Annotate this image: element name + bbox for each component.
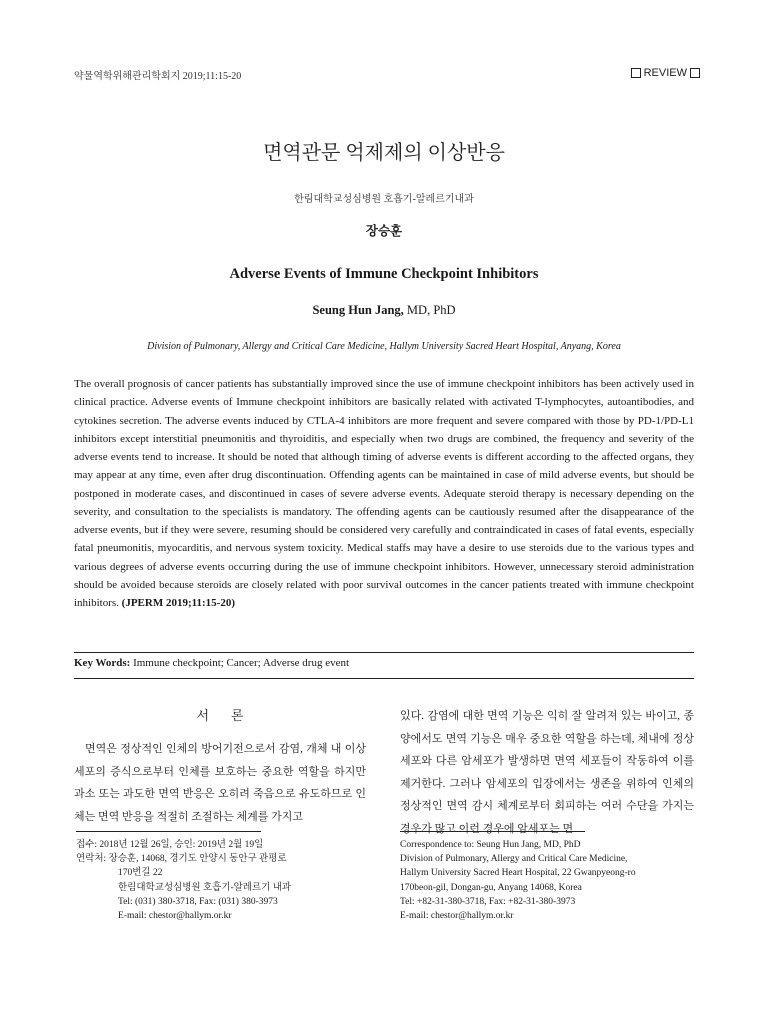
- correspondence-hospital: Hallym University Sacred Heart Hospital, 22 Gwanpyeong-ro: [400, 868, 636, 879]
- keywords: [74, 657, 349, 669]
- affiliation-english: Division of Pulmonary, Allergy and Critical Care Medicine, Hallym University Sacred Heart Hospital, Anyang, Korea: [147, 341, 621, 352]
- correspondence-phone: Tel: +82-31-380-3718, Fax: +82-31-380-3973: [400, 896, 576, 907]
- section-label: REVIEW: [643, 67, 687, 79]
- contact-address-cont: 170번길 22: [118, 868, 163, 879]
- correspondence: Correspondence to: Seung Hun Jang, MD, PhD: [400, 840, 581, 850]
- abstract-body: The overall prognosis of cancer patients has substantially improved since the use of immune checkpoint inhibitors has been actively used in clinical practice. Adverse events of Immune checkpoint inhibitors are basically related with activated T-lymphocytes, autoantibodies, and cytokines secretion. The adverse events induced by CTLA-4 inhibitors are more frequent and severe compared with those by PD-1/PD-L1 inhibitors except interstitial pneumonitis and thyroiditis, and especially when two drugs are combined, the frequency and severity of the adverse events tend to increase. It should be noted that although timing of adverse events is different according to the affected organs, they may appear at any time, even after drug discontinuation. Offending agents can be maintained in case of mild adverse events, but should be postponed in moderate cases, and discontinued in cases of severe adverse events. Adequate steroid therapy is necessary depending on the severity, and consultation to the specialists is mandatory. The offending agents can be cautiously resumed after the disappearance of the adverse events, but if they were severe, resuming should be considered very carefully and contraindicated in cases of fatal events, especially fatal pneumonitis, myocarditis, and nervous system toxicity. Medical staffs may have a desire to use steroids due to the various types and various degrees of adverse events occurring during the use of immune checkpoint inhibitors. However, unnecessary steroid administration should be avoided because steroids are closely related with poor survival outcomes in the cancer patients treated with immune checkpoint inhibitors.: [74, 378, 694, 609]
- keywords-label: Key Words:: [74, 657, 131, 669]
- correspondence-email: E-mail: chestor@hallym.or.kr: [400, 911, 514, 922]
- article-title-english: Adverse Events of Immune Checkpoint Inhibitors: [229, 266, 539, 282]
- footnote-divider-left: [76, 831, 261, 832]
- divider-bottom: [74, 678, 694, 679]
- correspondence-address: 170beon-gil, Dongan-gu, Anyang 14068, Korea: [400, 882, 582, 893]
- contact-phone: Tel: (031) 380-3718, Fax: (031) 380-3973: [118, 896, 278, 907]
- section-heading-introduction: 서론: [196, 708, 266, 723]
- author-name: Seung Hun Jang,: [312, 303, 404, 317]
- contact-email: E-mail: chestor@hallym.or.kr: [118, 911, 232, 922]
- article-title-korean: 면역관문 억제제의 이상반응: [263, 142, 505, 164]
- author-english: [0, 303, 768, 318]
- article-type-label: [631, 67, 700, 79]
- received-dates: 접수: 2018년 12월 26일, 승인: 2019년 2월 19일: [76, 840, 264, 850]
- footnote-english: [400, 838, 696, 923]
- contact-address: 연락처: 장승훈, 14068, 경기도 안양시 동안구 관평로: [76, 854, 287, 865]
- author-degrees: MD, PhD: [403, 303, 456, 317]
- correspondence-division: Division of Pulmonary, Allergy and Critical Care Medicine,: [400, 854, 628, 865]
- abstract: [74, 375, 694, 612]
- keywords-text: Immune checkpoint; Cancer; Adverse drug event: [130, 657, 350, 669]
- contact-department: 한림대학교성심병원 호흡기-알레르기 내과: [118, 882, 292, 893]
- affiliation-korean: 한림대학교성심병원 호흡기-알레르기내과: [294, 194, 474, 205]
- author-korean: 장승훈: [365, 224, 403, 238]
- body-text-right-column: 있다. 감염에 대한 면역 기능은 익히 잘 알려져 있는 바이고, 종양에서도 면역 기능은 매우 중요한 역할을 하는데, 체내에 정상 세포와 다른 암세포가 발생하면 면역 세포들이 작동하여 이를 제거한다. 그러나 암세포의 입장에서는 생존을 위하여 인체의 정상적인 면역 감시 체계로부터 회피하는 여러 수단을 가지는 경우가 많고 이런 경우에 암세포는 면: [400, 710, 694, 835]
- abstract-citation: (JPERM 2019;11:15-20): [121, 597, 236, 609]
- box-icon: [690, 68, 700, 78]
- footnote-korean: [76, 838, 376, 923]
- journal-reference: 약물역학위해관리학회지 2019;11:15-20: [74, 71, 242, 82]
- box-icon: [631, 68, 641, 78]
- divider-top: [74, 652, 694, 653]
- footnote-divider-right: [400, 831, 585, 832]
- body-text-left-column: 면역은 정상적인 인체의 방어기전으로서 감염, 개체 내 이상 세포의 증식으로부터 인체를 보호하는 중요한 역할을 하지만 과소 또는 과도한 면역 반응은 오히려 죽음으로 유도하므로 인체는 면역 반응을 적절히 조절하는 체계를 가지고: [74, 743, 366, 823]
